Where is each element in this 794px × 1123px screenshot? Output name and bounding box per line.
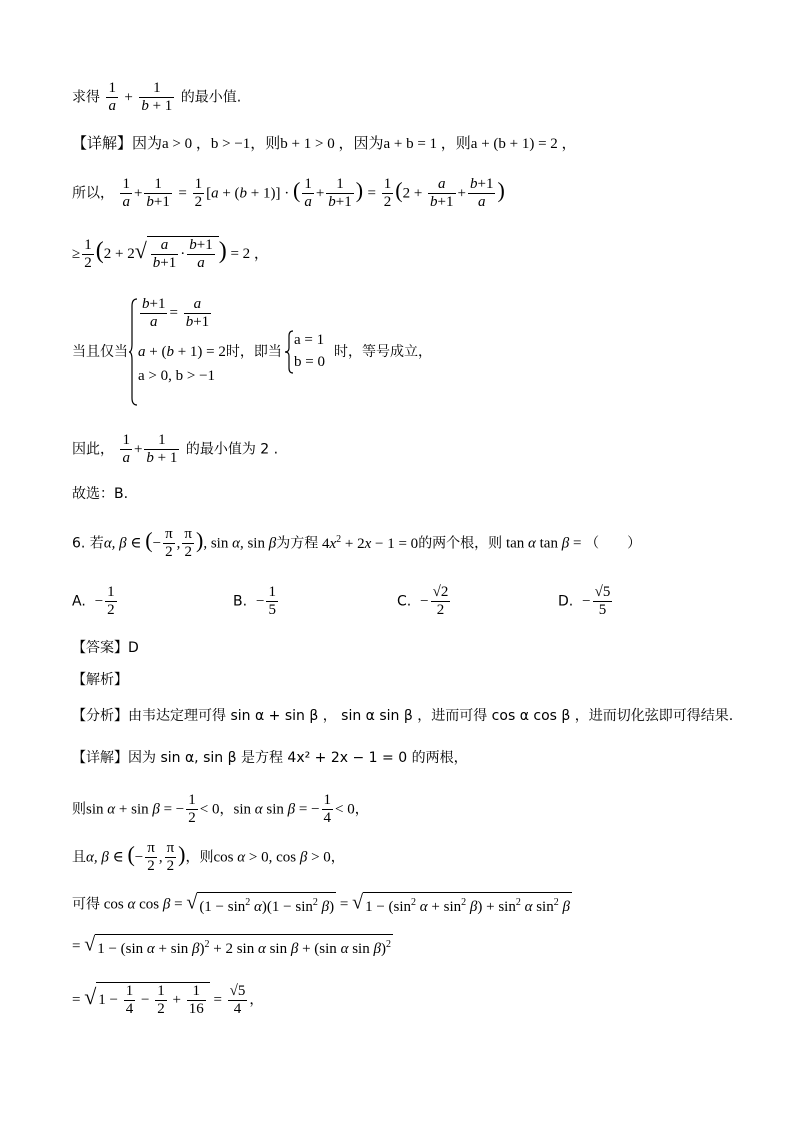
detail-line-6: = √ 1 − $\frac{1}{4}$ − $\frac{1}{2}$ + $\frac{1}{16}$ = $\frac{√5}{4}$ ， bbox=[72, 982, 264, 1017]
solution-a: a = 1 bbox=[294, 332, 325, 348]
detail-line-3: 且α, β ∈ (− $\frac{\pi}{2}$ , $\frac{\pi}{2}$ )，则cos α > 0, cos β > 0， bbox=[72, 840, 345, 874]
condition-2: a + (b + 1) = 2时，即当 bbox=[138, 344, 282, 360]
condition-1: $\frac{b+1}{a}$ = $\frac{a}{b+1}$ bbox=[142, 296, 210, 330]
option-c[interactable]: C. − $\frac{√2}{2}$ bbox=[397, 584, 449, 618]
answer-line: 【答案】D bbox=[72, 640, 139, 656]
condition-3: a > 0, b > −1 bbox=[138, 368, 216, 384]
text-prefix: 求得 bbox=[72, 89, 100, 106]
fraction-1-over-b-plus-1: $\frac{1}{b + 1}$ bbox=[141, 80, 173, 114]
fraction-1-over-a: $\frac{1}{a}$ bbox=[108, 80, 116, 114]
analysis-heading: 【解析】 bbox=[72, 672, 128, 688]
line-therefore: 所以， $\frac{1}{a}$ + $\frac{1}{b+1}$ = $\frac{1}{2}$ [a + (b + 1)] · ( $\frac{1}{a}$ + $\frac{1}{b+1}$ ) = $\frac{1}{2}$ (2 + $\frac{a}{b+1}$ + $\frac{b+1}{a}$ ) bbox=[72, 176, 505, 210]
detail-line-4: 可得 cos α cos β = √ $(1 - \sin^2 \alpha)(1 - \sin^2 \beta)$ = √ $1 - (\sin^2$ $\alpha + \sin^2 \beta) + \sin^2 \alpha$ $\sin^2 \beta$ bbox=[72, 891, 570, 915]
option-d[interactable]: D. − $\frac{√5}{5}$ bbox=[558, 584, 611, 618]
line-choice: 故选：B. bbox=[72, 486, 129, 502]
left-brace-small-icon bbox=[284, 330, 294, 374]
line-detail-1: 【详解】因为a > 0 ，b > −1，则b + 1 > 0 ，因为a + b = 1 ，则a + (b + 1) = 2 ， bbox=[72, 136, 577, 152]
text-prefix: 所以， bbox=[72, 185, 114, 202]
line-inequality: ≥ $\frac{1}{2}$ (2 + 2√ $\frac{a}{b+1}$ · $\frac{b+1}{a}$ ) = 2 ， bbox=[72, 236, 269, 271]
option-b[interactable]: B. − $\frac{1}{5}$ bbox=[233, 584, 276, 618]
detail-line-2: 则sin α + sin β = − $\frac{1}{2}$ < 0，sin α sin β = − $\frac{1}{4}$ < 0， bbox=[72, 792, 369, 826]
line-find-min: 求得 $\frac{1}{a}$ + $\frac{1}{b + 1}$ 的最小值. bbox=[72, 80, 242, 114]
text-suffix: 时，等号成立， bbox=[334, 344, 432, 360]
text-suffix: 的最小值. bbox=[180, 89, 242, 106]
left-brace-icon bbox=[128, 298, 138, 406]
analysis-line: 【分析】由韦达定理可得 sin α + sin β ， sin α sin β ，进而可得 cos α cos β ，进而切化弦即可得结果. bbox=[72, 708, 734, 724]
text-prefix: 当且仅当 bbox=[72, 344, 128, 360]
detail-line-5: = √ 1 − (sin α + sin β)$^2$ + 2 sin α sin β + (sin α sin β)$^2$ bbox=[72, 933, 391, 957]
option-a[interactable]: A. − $\frac{1}{2}$ bbox=[72, 584, 115, 618]
line-hence: 因此， $\frac{1}{a}$ + $\frac{1}{b + 1}$ 的最小值为 2 . bbox=[72, 432, 279, 466]
text-suffix: 的最小值为 2 . bbox=[185, 441, 279, 458]
text-prefix: 因此， bbox=[72, 441, 114, 458]
solution-b: b = 0 bbox=[294, 354, 325, 370]
question-6: 6. 若α, β ∈ (− $\frac{\pi}{2}$ , $\frac{\pi}{2}$ ), sin α, sin β为方程 $4x^2 + 2x - 1 = 0$的两个根，则 tan α tan β = （ ） bbox=[72, 526, 642, 560]
detail-line-1: 【详解】因为 sin α, sin β 是方程 4x² + 2x − 1 = 0 的两根， bbox=[72, 750, 468, 766]
